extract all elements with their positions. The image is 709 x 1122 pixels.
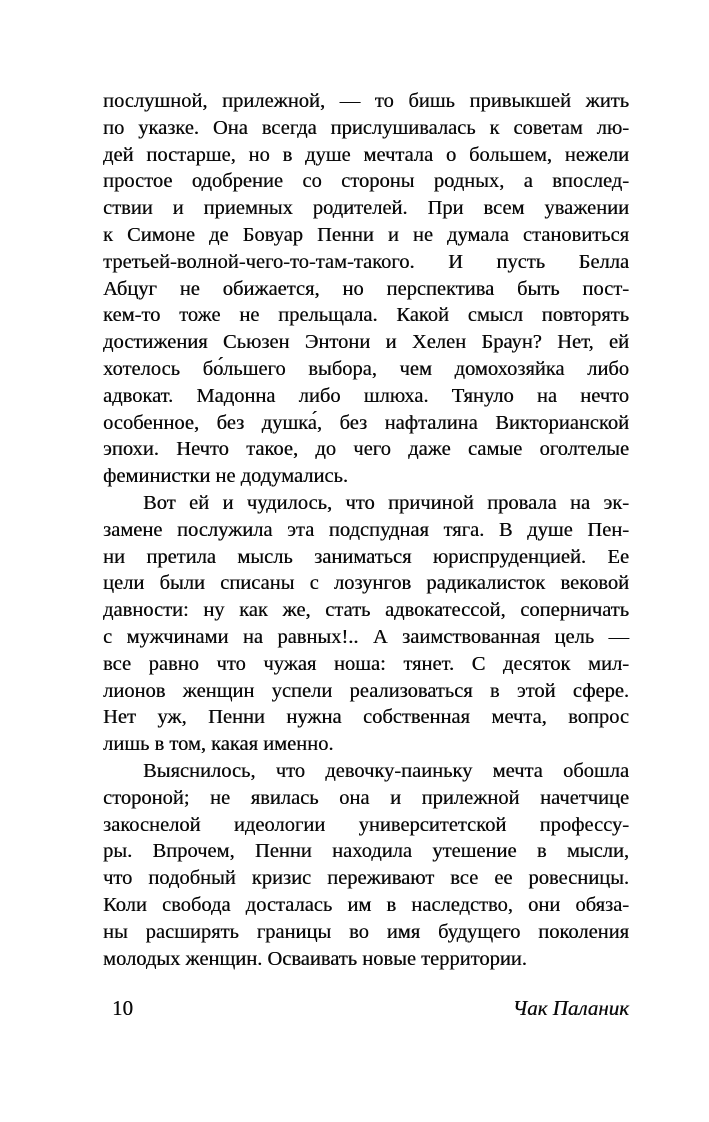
text-line: цели были списаны с лозунгов радикалисток вековой — [103, 572, 629, 595]
text-line: Нет уж, Пенни нужна собственная мечта, вопрос — [103, 706, 629, 729]
text-line: особенное, без душка́, без нафталина Викторианской — [103, 411, 629, 434]
text-line: давности: ну как же, стать адвокатессой, соперничать — [103, 599, 629, 622]
text-line: Абцуг не обижается, но перспектива быть пост- — [103, 277, 629, 300]
text-line: лишь в том, какая именно. — [103, 733, 334, 756]
text-line: эпохи. Нечто такое, до чего даже самые оголтелые — [103, 438, 629, 461]
text-line: Выяснилось, что девочку-паиньку мечта обошла — [143, 759, 629, 782]
text-line: дей постарше, но в душе мечтала о большем, нежели — [103, 143, 629, 166]
text-line: послушной, прилежной, — то бишь привыкшей жить — [103, 90, 629, 112]
text-line: ствии и приемных родителей. При всем уважении — [103, 197, 629, 220]
page-footer — [103, 995, 629, 1021]
text-line: ни претила мысль заниматься юриспруденцией. Ее — [103, 545, 629, 568]
text-line: молодых женщин. Осваивать новые территории. — [103, 947, 527, 970]
text-line: к Симоне де Бовуар Пенни и не думала становиться — [103, 223, 629, 246]
text-line: достижения Сьюзен Энтони и Хелен Браун? Нет, ей — [103, 331, 629, 354]
text-line: закоснелой идеологии университетской профессу- — [103, 813, 629, 836]
text-line: третьей-волной-чего-то-там-такого. И пусть Белла — [103, 250, 629, 273]
text-line: Коли свобода досталась им в наследство, они обяза- — [103, 893, 629, 916]
text-line: хотелось бо́льшего выбора, чем домохозяйка либо — [103, 357, 629, 380]
text-line: ны расширять границы во имя будущего поколения — [103, 920, 629, 943]
text-line: ры. Впрочем, Пенни находила утешение в мысли, — [103, 840, 629, 863]
text-line: что подобный кризис переживают все ее ровесницы. — [103, 867, 629, 890]
text-line: феминистки не додумались. — [103, 465, 348, 488]
text-line: простое одобрение со стороны родных, а впослед- — [103, 170, 629, 193]
text-line: кем-то тоже не прельщала. Какой смысл повторять — [103, 304, 629, 327]
text-line: Вот ей и чудилось, что причиной провала на эк- — [143, 491, 629, 514]
page-number: 10 — [112, 996, 133, 1020]
body-text — [103, 88, 629, 972]
running-title-author: Чак Паланик — [512, 996, 629, 1020]
text-line: стороной; не явилась она и прилежной начетчице — [103, 786, 629, 809]
text-line: все равно что чужая ноша: тянет. С десяток мил- — [103, 652, 629, 675]
text-line: замене послужила эта подспудная тяга. В душе Пен- — [103, 518, 629, 541]
text-line: лионов женщин успели реализоваться в этой сфере. — [103, 679, 629, 702]
text-line: с мужчинами на равных!.. А заимствованная цель — — [103, 625, 629, 648]
text-line: по указке. Она всегда прислушивалась к советам лю- — [103, 116, 629, 139]
text-line: адвокат. Мадонна либо шлюха. Тянуло на нечто — [103, 384, 629, 407]
